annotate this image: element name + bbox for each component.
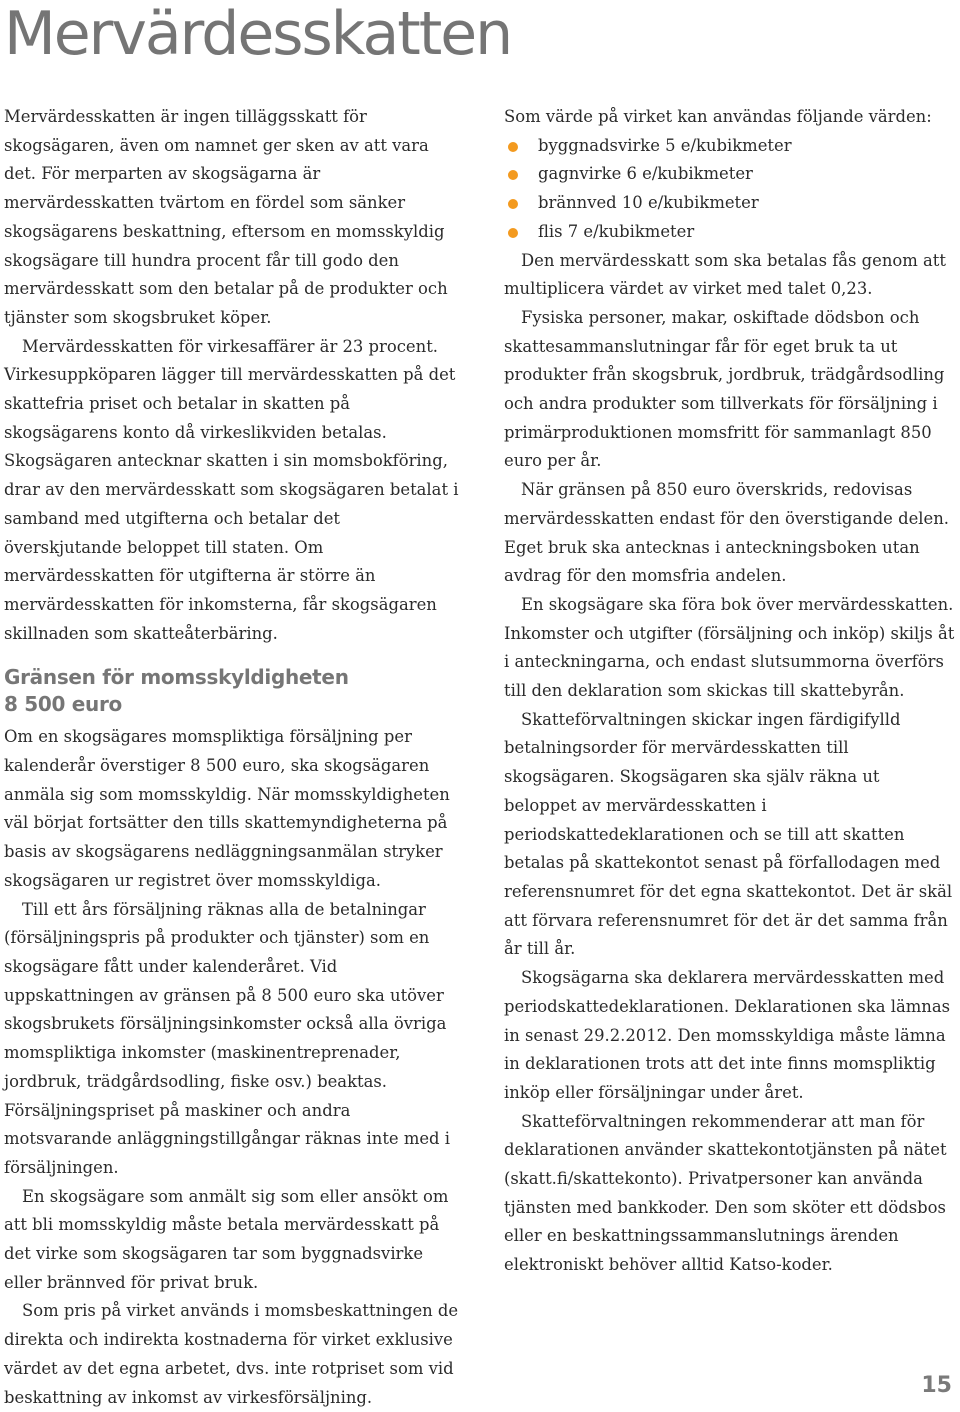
section-heading-line1: Gränsen för momsskyldigheten xyxy=(4,665,349,690)
right-column xyxy=(504,103,956,1280)
section-heading-line2: 8 500 euro xyxy=(4,692,122,717)
online-service-paragraph: Skatteförvaltningen rekommenderar att man för deklarationen använder skattekontotjänsten på nätet (skatt.fi/skattekonto). Privatpersoner kan använda tjänsten med bankkoder. Den som sköter ett dödsbos eller en beskattningssammanslutnings ärenden elektroniskt behöver alltid Katso-koder. xyxy=(504,1111,947,1275)
annual-sales-paragraph: Till ett års försäljning räknas alla de betalningar (försäljningspris på produkter och tjänster) som en skogsägare fått under kalenderåret. Vid uppskattningen av gränsen på 8 500 euro ska utöver skogsbrukets försäljningsinkomster också alla övriga momspliktiga inkomster (maskinentreprenader, jordbruk, trädgårdsodling, fiske osv.) beaktas. Försäljningspriset på maskiner och andra motsvarande anläggningstillgångar räknas inte med i försäljningen. xyxy=(4,899,451,1177)
intro-paragraph: Mervärdesskatten är ingen tilläggsskatt för skogsägaren, även om namnet ger sken av att vara det. För merparten av skogsägarna är mervärdesskatten tvärtom en fördel som sänker skogsägarens beskattning, eftersom en momsskyldig skogsägare till hundra procent får till godo den mervärdesskatt som den betalar på de produkter och tjänster som skogsbruket köper. xyxy=(4,107,448,327)
bullet-icon xyxy=(508,142,518,152)
list-item xyxy=(504,218,956,247)
list-item xyxy=(504,132,956,161)
list-item-text: brännved 10 e/kubikmeter xyxy=(538,193,759,213)
bullet-icon xyxy=(508,228,518,238)
own-use-paragraph: En skogsägare som anmält sig som eller ansökt om att bli momsskyldig måste betala mervärdesskatt på det virke som skogsägaren tar som byggnadsvirke eller brännved för privat bruk. xyxy=(4,1186,449,1292)
tax-free-paragraph: Fysiska personer, makar, oskiftade dödsbon och skattesammanslutningar får för eget bruk ta ut produkter från skogsbruk, jordbruk, trädgårdsodling och andra produkter som tillverkats för försäljning i primärproduktionen momsfritt för sammanlagt 850 euro per år. xyxy=(504,307,945,471)
bookkeeping-paragraph: En skogsägare ska föra bok över mervärdesskatten. Inkomster och utgifter (försäljning och inköp) skiljs åt i anteckningarna, och endast slutsummorna överförs till den deklaration som skickas till skattebyrån. xyxy=(504,594,955,701)
threshold-paragraph: Om en skogsägares momspliktiga försäljning per kalenderår överstiger 8 500 euro, ska skogsägaren anmäla sig som momsskyldig. När momsskyldigheten väl börjat fortsätter den tills skattemyndigheterna på basis av skogsägarens nedläggningsanmälan stryker skogsägaren ur registret över momsskyldiga. xyxy=(4,727,450,890)
bullet-icon xyxy=(508,170,518,180)
list-item xyxy=(504,189,956,218)
price-paragraph: Som pris på virket används i momsbeskattningen de direkta och indirekta kostnaderna för virket exklusive värdet av det egna arbetet, dvs. inte rotpriset som vid beskattning av inkomst av virkesförsäljning. xyxy=(4,1301,459,1407)
list-item-text: gagnvirke 6 e/kubikmeter xyxy=(538,164,753,184)
page-title: Mervärdesskatten xyxy=(4,0,512,69)
declaration-paragraph: Skogsägarna ska deklarera mervärdesskatten med periodskattedeklarationen. Deklarationen ska lämnas in senast 29.2.2012. Den momsskyldiga måste lämna in deklarationen trots att det inte finns momspliktig inköp eller försäljningar under året. xyxy=(504,968,951,1102)
values-intro: Som värde på virket kan användas följande värden: xyxy=(504,107,932,126)
page-number: 15 xyxy=(921,1373,952,1398)
vat-rate-paragraph: Mervärdesskatten för virkesaffärer är 23 procent. Virkesuppköparen lägger till mervärdesskatten på det skattefria priset och betalar in skatten på skogsägarens konto då virkeslikviden betalas. Skogsägaren antecknar skatten i sin momsbokföring, drar av den mervärdesskatt som skogsägaren betalat i samband med utgifterna och betalar det överskjutande beloppet till staten. Om mervärdesskatten för utgifterna är större än mervärdesskatten för inkomsterna, får skogsägaren skillnaden som skatteåterbäring. xyxy=(4,336,459,643)
bullet-icon xyxy=(508,199,518,209)
list-item-text: byggnadsvirke 5 e/kubikmeter xyxy=(538,135,792,155)
multiplier-paragraph: Den mervärdesskatt som ska betalas fås genom att multiplicera värdet av virket med talet 0,23. xyxy=(504,250,946,299)
left-column xyxy=(4,103,460,1412)
section-heading xyxy=(4,664,460,718)
overage-paragraph: När gränsen på 850 euro överskrids, redovisas mervärdesskatten endast för den överstigande delen. Eget bruk ska antecknas i anteckningsboken utan avdrag för den momsfria andelen. xyxy=(504,480,949,586)
list-item-text: flis 7 e/kubikmeter xyxy=(538,221,695,241)
wood-values-list xyxy=(504,132,956,247)
list-item xyxy=(504,160,956,189)
payment-paragraph: Skatteförvaltningen skickar ingen färdigifylld betalningsorder för mervärdesskatten till skogsägaren. Skogsägaren ska själv räkna ut beloppet av mervärdesskatten i periodskattedeklarationen och se till att skatten betalas på skattekontot senast på förfallodagen med referensnumret för det egna skattekontot. Det är skäl att förvara referensnumret för det är det samma från år till år. xyxy=(504,709,953,959)
